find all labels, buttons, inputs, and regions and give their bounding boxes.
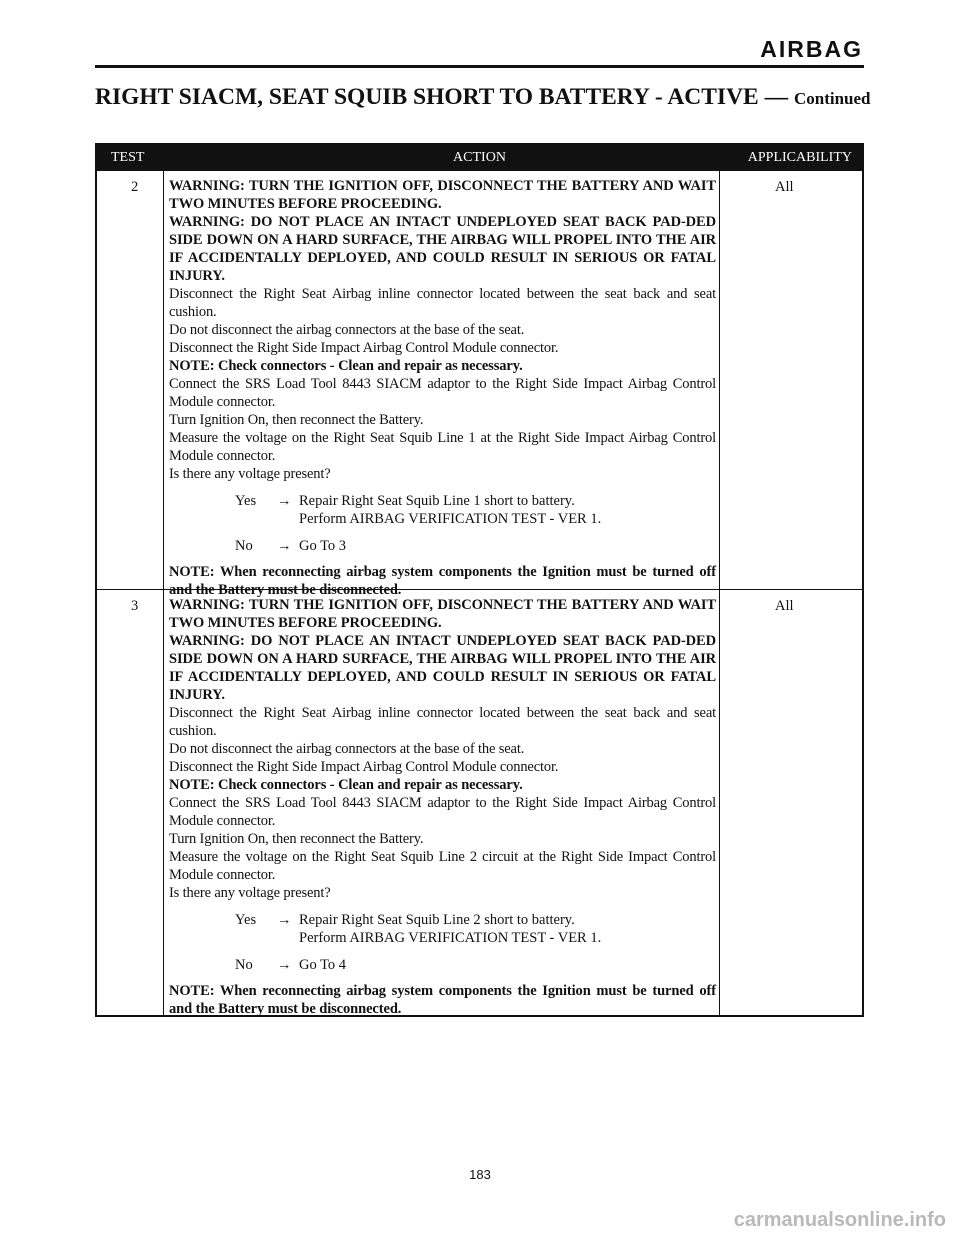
answer-no-text: Go To 3 [299, 538, 347, 554]
answer-yes [169, 492, 716, 510]
answer-yes-label: Yes [235, 493, 257, 509]
arrow-right-icon: → [277, 538, 292, 554]
answer-yes-continued [169, 929, 716, 947]
answer-no-label: No [235, 538, 253, 554]
note-text: NOTE: Check connectors - Clean and repair as necessary. [169, 777, 523, 793]
step-text: Turn Ignition On, then reconnect the Battery. [169, 412, 424, 428]
page-number: 183 [469, 1167, 491, 1182]
watermark: carmanualsonline.info [733, 1209, 946, 1231]
answer-no-label: No [235, 957, 253, 973]
answer-no [169, 956, 716, 974]
warning-text: WARNING: TURN THE IGNITION OFF, DISCONNECT THE BATTERY AND WAIT TWO MINUTES BEFORE PROCEEDING. [169, 597, 716, 631]
step-text: Measure the voltage on the Right Seat Squib Line 2 circuit at the Right Side Impact Control Module connector. [169, 849, 716, 883]
procedure-table [95, 143, 864, 1017]
page-title [95, 84, 871, 111]
answer-no-text: Go To 4 [299, 957, 347, 973]
answer-yes-continued [169, 510, 716, 528]
question-text: Is there any voltage present? [169, 885, 331, 901]
answer-yes-text: Repair Right Seat Squib Line 2 short to battery. [299, 912, 575, 928]
column-divider [719, 171, 720, 1015]
page-title-continued: Continued [793, 89, 871, 108]
answer-yes-text: Repair Right Seat Squib Line 1 short to battery. [299, 493, 575, 509]
warning-text: WARNING: DO NOT PLACE AN INTACT UNDEPLOYED SEAT BACK PAD-DED SIDE DOWN ON A HARD SURFACE, THE AIRBAG WILL PROPEL INTO THE AIR IF ACCIDENTALLY DEPLOYED, AND COULD RESULT IN SERIOUS OR FATAL INJURY. [169, 214, 716, 284]
test-number: 2 [131, 179, 139, 195]
applicability-value: All [775, 179, 794, 195]
warning-text: WARNING: TURN THE IGNITION OFF, DISCONNECT THE BATTERY AND WAIT TWO MINUTES BEFORE PROCEEDING. [169, 178, 716, 212]
header-test: TEST [111, 150, 145, 165]
answer-no [169, 537, 716, 555]
step-text: Disconnect the Right Seat Airbag inline connector located between the seat back and seat cushion. [169, 705, 716, 739]
step-text: Measure the voltage on the Right Seat Squib Line 1 at the Right Side Impact Airbag Control Module connector. [169, 430, 716, 464]
answer-yes-text: Perform AIRBAG VERIFICATION TEST - VER 1. [299, 930, 602, 946]
step-text: Connect the SRS Load Tool 8443 SIACM adaptor to the Right Side Impact Airbag Control Module connector. [169, 795, 716, 829]
test-number: 3 [131, 598, 139, 614]
note-text: NOTE: When reconnecting airbag system components the Ignition must be turned off and the Battery must be disconnected. [169, 983, 716, 1017]
answer-yes-text: Perform AIRBAG VERIFICATION TEST - VER 1. [299, 511, 602, 527]
action-cell [169, 177, 716, 599]
arrow-right-icon: → [277, 957, 292, 973]
warning-text: WARNING: DO NOT PLACE AN INTACT UNDEPLOYED SEAT BACK PAD-DED SIDE DOWN ON A HARD SURFACE, THE AIRBAG WILL PROPEL INTO THE AIR IF ACCIDENTALLY DEPLOYED, AND COULD RESULT IN SERIOUS OR FATAL INJURY. [169, 633, 716, 703]
column-divider [163, 171, 164, 1015]
step-text: Disconnect the Right Seat Airbag inline connector located between the seat back and seat cushion. [169, 286, 716, 320]
answer-yes-label: Yes [235, 912, 257, 928]
step-text: Do not disconnect the airbag connectors at the base of the seat. [169, 741, 525, 757]
action-cell [169, 596, 716, 1018]
step-text: Connect the SRS Load Tool 8443 SIACM adaptor to the Right Side Impact Airbag Control Module connector. [169, 376, 716, 410]
answer-yes [169, 911, 716, 929]
arrow-right-icon: → [277, 493, 292, 509]
header-rule [95, 65, 864, 68]
header-applicability: APPLICABILITY [747, 150, 852, 165]
applicability-value: All [775, 598, 794, 614]
section-header: AIRBAG [760, 36, 863, 62]
step-text: Disconnect the Right Side Impact Airbag Control Module connector. [169, 340, 559, 356]
step-text: Do not disconnect the airbag connectors at the base of the seat. [169, 322, 525, 338]
step-text: Turn Ignition On, then reconnect the Battery. [169, 831, 424, 847]
header-action: ACTION [453, 150, 506, 165]
note-text: NOTE: When reconnecting airbag system components the Ignition must be turned off and the Battery must be disconnected. [169, 564, 716, 598]
question-text: Is there any voltage present? [169, 466, 331, 482]
page-title-text: RIGHT SIACM, SEAT SQUIB SHORT TO BATTERY - ACTIVE — [95, 84, 789, 110]
table-header-row [97, 145, 862, 171]
arrow-right-icon: → [277, 912, 292, 928]
step-text: Disconnect the Right Side Impact Airbag Control Module connector. [169, 759, 559, 775]
note-text: NOTE: Check connectors - Clean and repair as necessary. [169, 358, 523, 374]
